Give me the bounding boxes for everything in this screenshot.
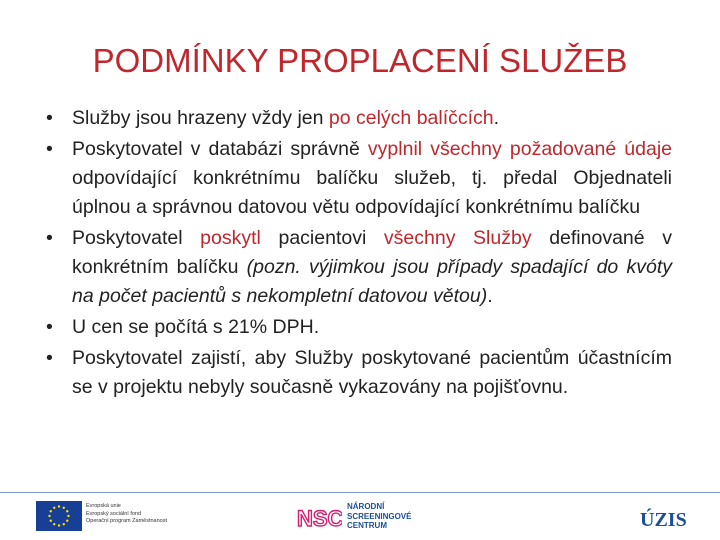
bullet-item: [46, 224, 672, 311]
eu-text-block: [86, 503, 196, 526]
bullet-text: Poskytovatel: [72, 227, 201, 249]
eu-star-icon: [50, 510, 52, 512]
eu-flag-logo: [36, 501, 82, 531]
bullet-text: .: [493, 107, 500, 129]
bullet-text: Služby jsou hrazeny vždy jen: [72, 107, 329, 129]
bullet-dot-icon: •: [46, 227, 53, 249]
eu-star-icon: [48, 515, 50, 517]
bullet-item: [46, 104, 672, 133]
eu-star-icon: [66, 520, 68, 522]
eu-star-icon: [58, 505, 60, 507]
eu-star-icon: [66, 510, 68, 512]
eu-text-line-1: Evropská unie: [86, 503, 121, 509]
highlighted-text: všechny Služby: [383, 227, 532, 249]
eu-star-icon: [58, 524, 60, 526]
bullet-text: Poskytovatel v databázi správně: [72, 138, 368, 160]
page-title: PODMÍNKY PROPLACENÍ SLUŽEB: [92, 42, 628, 79]
bullet-text: U cen se počítá s 21% DPH.: [72, 316, 320, 338]
highlighted-text: vyplnil všechny požadované údaje: [367, 138, 672, 160]
bullet-dot-icon: •: [46, 316, 53, 338]
eu-star-icon: [63, 507, 65, 509]
bullet-item: [46, 135, 672, 222]
eu-star-icon: [53, 523, 55, 525]
bullet-list: [46, 104, 672, 402]
uzis-mark: ÚZIS: [640, 509, 686, 531]
bullet-dot-icon: •: [46, 347, 53, 369]
bullet-text: pacientovi: [260, 227, 384, 249]
highlighted-text: poskytl: [200, 227, 261, 249]
eu-text-line-2: Evropský sociální fond: [86, 510, 142, 517]
bullet-text: definované v konkrétním balíčku: [72, 227, 672, 278]
bullet-text: .: [487, 285, 493, 307]
bullet-list-container: [46, 104, 672, 404]
bullet-text: Poskytovatel zajistí, aby Služby poskytované pacientům účastnícím se v projektu nebyly současně vykazovány na pojišťovnu.: [72, 347, 672, 398]
bullet-text: odpovídající konkrétnímu balíčku služeb, tj. předal Objednateli úplnou a správnou datovou větu odpovídající konkrétnímu balíčku: [72, 167, 672, 218]
nsc-logo: [296, 502, 342, 532]
nsc-mark: NSC: [297, 506, 342, 531]
nsc-text-line-2: SCREENINGOVÉ: [347, 511, 412, 521]
eu-star-icon: [63, 523, 65, 525]
nsc-text-block: [347, 502, 447, 531]
highlighted-text: po celých balíčcích: [328, 107, 494, 129]
bullet-item: [46, 344, 672, 402]
uzis-logo: [638, 504, 686, 532]
italic-note-text: (pozn. výjimkou jsou případy spadající do kvóty na počet pacientů s nekompletní datovou větou): [72, 256, 672, 307]
nsc-text-line-1: NÁRODNÍ: [347, 502, 385, 511]
eu-star-icon: [50, 520, 52, 522]
bullet-dot-icon: •: [46, 107, 53, 129]
footer-divider: [0, 492, 720, 493]
nsc-text-line-3: CENTRUM: [347, 521, 387, 530]
bullet-dot-icon: •: [46, 138, 53, 160]
bullet-item: [46, 313, 672, 342]
eu-star-icon: [53, 507, 55, 509]
eu-text-line-3: Operační program Zaměstnanost: [86, 518, 168, 524]
eu-star-icon: [67, 515, 69, 517]
